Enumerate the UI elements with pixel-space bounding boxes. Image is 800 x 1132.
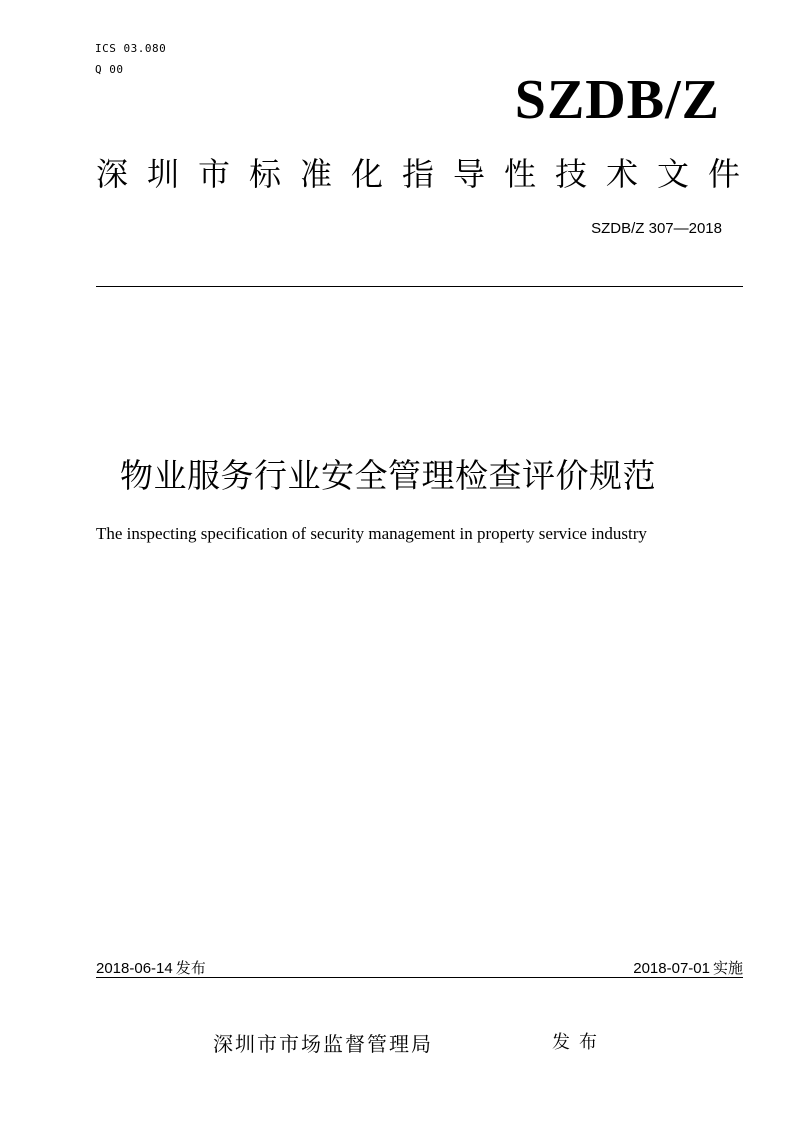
header-divider: [96, 286, 743, 287]
issuing-authority: 深圳市市场监督管理局: [213, 1032, 433, 1056]
document-title-chinese: 物业服务行业安全管理检查评价规范: [120, 456, 656, 495]
issuer-action: 发布: [552, 1032, 606, 1053]
issue-label: 发布: [175, 959, 206, 977]
document-title-english: The inspecting specification of security management in property service industry: [96, 524, 647, 543]
implementation-date: 2018-07-01: [633, 960, 710, 977]
implementation-date-block: [633, 958, 743, 979]
issue-date-block: [96, 958, 206, 979]
document-type: 深圳市标准化指导性技术文件: [96, 155, 760, 193]
standard-number: SZDB/Z 307—2018: [591, 220, 722, 237]
ccs-code: Q 00: [95, 63, 124, 76]
implementation-label: 实施: [712, 959, 743, 977]
issue-date: 2018-06-14: [96, 960, 173, 977]
standard-mark: SZDB/Z: [514, 69, 720, 131]
ics-code: ICS 03.080: [95, 42, 167, 55]
footer-divider: [96, 977, 743, 978]
